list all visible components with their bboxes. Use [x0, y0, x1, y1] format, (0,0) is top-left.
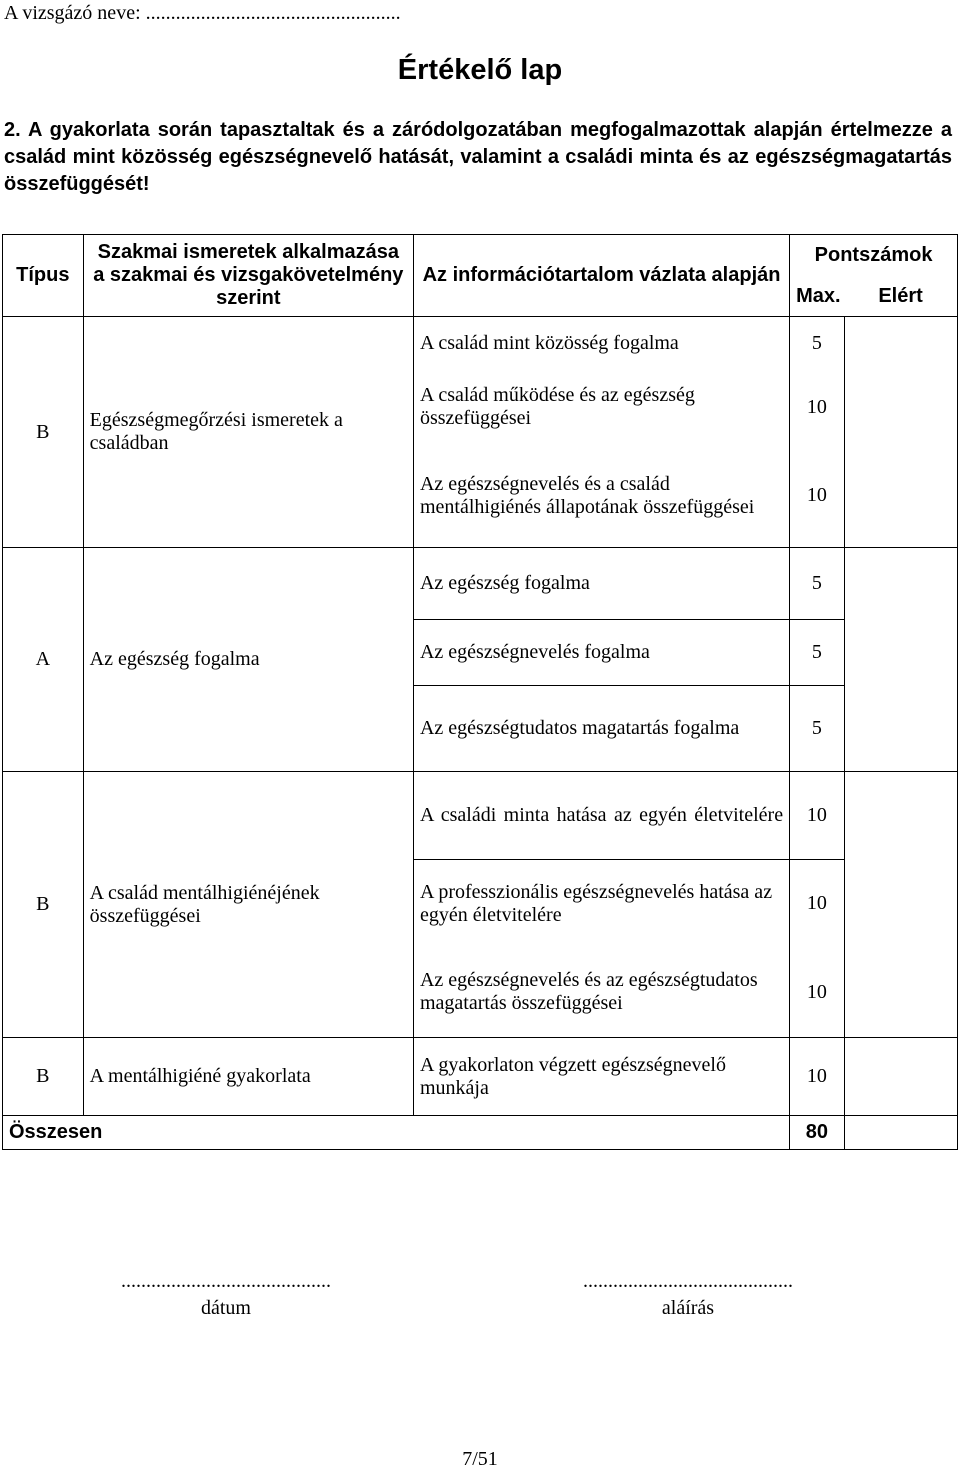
table-row	[3, 548, 958, 620]
header-max: Max.	[790, 277, 845, 317]
header-type: Típus	[3, 235, 84, 317]
table-row	[3, 1038, 958, 1116]
info-item: A családi minta hatása az egyén életvitelére	[413, 772, 789, 860]
info-item: A gyakorlaton végzett egészségnevelő munkája	[413, 1038, 789, 1116]
row-type: A	[3, 548, 84, 772]
max-points: 5	[790, 548, 845, 620]
date-signature-block	[76, 1268, 376, 1322]
max-points: 5	[790, 686, 845, 772]
total-row	[3, 1116, 958, 1150]
signature-dots: ..........................................	[583, 1270, 793, 1292]
date-dots: ..........................................	[121, 1270, 331, 1292]
max-points: 10	[790, 772, 845, 860]
examinee-name-line: A vizsgázó neve: ...................................................	[4, 2, 401, 24]
info-item: Az egészségnevelés és a család mentálhigiénés állapotának összefüggései	[413, 445, 789, 548]
page-title: Értékelő lap	[397, 54, 563, 86]
max-points: 10	[790, 860, 845, 948]
row-topic: A család mentálhigiénéjének összefüggései	[83, 772, 413, 1038]
header-achieved: Elért	[844, 277, 957, 317]
signature-block	[538, 1268, 838, 1322]
row-type: B	[3, 1038, 84, 1116]
max-points: 5	[790, 620, 845, 686]
header-info: Az információtartalom vázlata alapján	[413, 235, 789, 317]
date-label: dátum	[201, 1297, 251, 1319]
max-points: 10	[790, 445, 845, 548]
row-topic: Az egészség fogalma	[83, 548, 413, 772]
info-item: A professzionális egészségnevelés hatása az egyén életvitelére	[413, 860, 789, 948]
info-item: A család működése és az egészség összefüggései	[413, 370, 789, 445]
max-points: 5	[790, 317, 845, 370]
signature-label: aláírás	[661, 1297, 715, 1319]
achieved-points-cell[interactable]	[844, 317, 957, 548]
total-label: Összesen	[3, 1116, 790, 1150]
table-row	[3, 772, 958, 860]
row-topic: Egészségmegőrzési ismeretek a családban	[83, 317, 413, 548]
max-points: 10	[790, 1038, 845, 1116]
max-points: 10	[790, 948, 845, 1038]
total-max: 80	[790, 1116, 845, 1150]
page-number: 7/51	[462, 1448, 498, 1470]
row-type: B	[3, 772, 84, 1038]
table-row	[3, 317, 958, 370]
info-item: Az egészségnevelés és az egészségtudatos magatartás összefüggései	[413, 948, 789, 1038]
info-item: A család mint közösség fogalma	[413, 317, 789, 370]
task-description: 2. A gyakorlata során tapasztaltak és a záródolgozatában megfogalmazottak alapján értelmezze a család mint közösség egészségnevelő hatását, valamint a családi minta és az egészségmagatartás összefüggését!	[4, 119, 952, 195]
max-points: 10	[790, 370, 845, 445]
header-topic: Szakmai ismeretek alkalmazása a szakmai és vizsgakövetelmény szerint	[83, 235, 413, 317]
evaluation-table	[2, 234, 958, 1150]
info-item: Az egészség fogalma	[413, 548, 789, 620]
achieved-points-cell[interactable]	[844, 772, 957, 1038]
info-item: Az egészségtudatos magatartás fogalma	[413, 686, 789, 772]
info-item: Az egészségnevelés fogalma	[413, 620, 789, 686]
total-achieved-cell[interactable]	[844, 1116, 957, 1150]
row-type: B	[3, 317, 84, 548]
header-row	[3, 235, 958, 277]
row-topic: A mentálhigiéné gyakorlata	[83, 1038, 413, 1116]
achieved-points-cell[interactable]	[844, 548, 957, 772]
header-points: Pontszámok	[790, 235, 958, 277]
achieved-points-cell[interactable]	[844, 1038, 957, 1116]
